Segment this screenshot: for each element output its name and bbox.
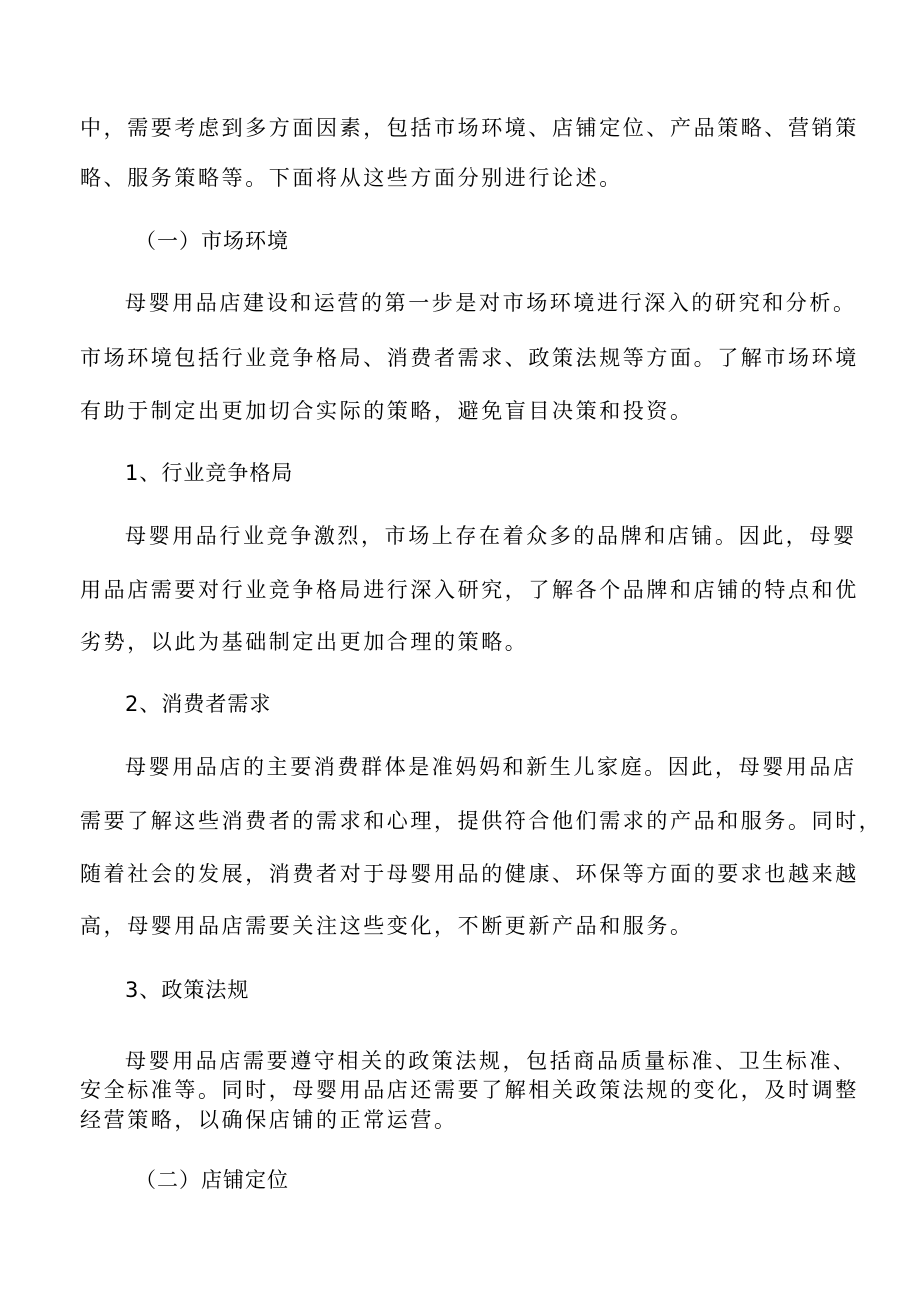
- sub2-para-line-2: 需要了解这些消费者的需求和心理，提供符合他们需求的产品和服务。同时，: [80, 809, 883, 833]
- intro-line-2: 略、服务策略等。下面将从这些方面分别进行论述。: [80, 166, 623, 190]
- sub1-para-line-2: 用品店需要对行业竞争格局进行深入研究，了解各个品牌和店铺的特点和优: [80, 578, 859, 602]
- sub3-para-line-2: 安全标准等。同时，母婴用品店还需要了解相关政策法规的变化，及时调整: [80, 1078, 859, 1102]
- sub2-para-line-3: 随着社会的发展，消费者对于母婴用品的健康、环保等方面的要求也越来越: [80, 862, 859, 886]
- sub1-para-line-3: 劣势，以此为基础制定出更加合理的策略。: [80, 630, 529, 654]
- sub1-para-line-1: 母婴用品行业竞争激烈，市场上存在着众多的品牌和店铺。因此，母婴: [125, 524, 857, 548]
- sub3-para-line-1: 母婴用品店需要遵守相关的政策法规，包括商品质量标准、卫生标准、: [125, 1049, 857, 1073]
- sub1-heading: 1、行业竞争格局: [125, 461, 294, 485]
- section1-para-line-3: 有助于制定出更加切合实际的策略，避免盲目决策和投资。: [80, 399, 694, 423]
- section1-heading: （一）市场环境: [135, 229, 289, 253]
- section2-heading: （二）店铺定位: [135, 1168, 289, 1192]
- sub3-heading: 3、政策法规: [125, 978, 250, 1002]
- sub2-heading: 2、消费者需求: [125, 692, 272, 716]
- sub3-para-line-3: 经营策略，以确保店铺的正常运营。: [80, 1108, 458, 1132]
- intro-line-1: 中，需要考虑到多方面因素，包括市场环境、店铺定位、产品策略、营销策: [80, 116, 859, 140]
- sub2-para-line-1: 母婴用品店的主要消费群体是准妈妈和新生儿家庭。因此，母婴用品店: [125, 755, 857, 779]
- section1-para-line-2: 市场环境包括行业竞争格局、消费者需求、政策法规等方面。了解市场环境: [80, 346, 859, 370]
- section1-para-line-1: 母婴用品店建设和运营的第一步是对市场环境进行深入的研究和分析。: [125, 291, 857, 315]
- sub2-para-line-4: 高，母婴用品店需要关注这些变化，不断更新产品和服务。: [80, 914, 694, 938]
